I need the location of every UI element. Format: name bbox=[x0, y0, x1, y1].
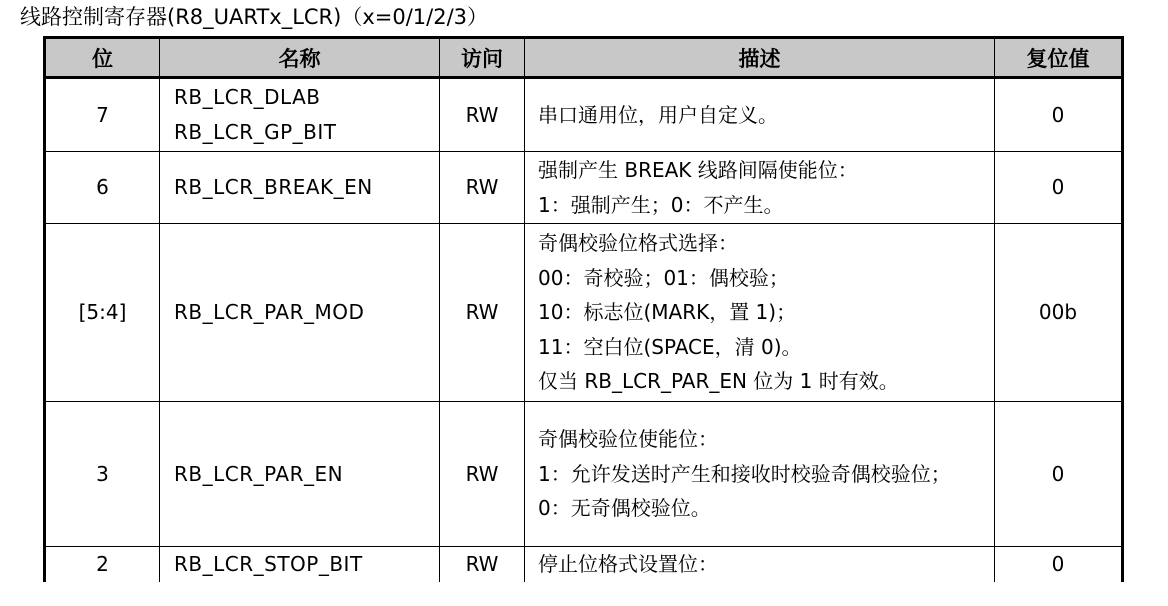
bit-cell: [5:4] bbox=[45, 224, 160, 402]
name-cell bbox=[160, 402, 440, 547]
access-cell: RW bbox=[440, 78, 525, 152]
description-cell bbox=[525, 547, 995, 582]
field-name: RB_LCR_BREAK_EN bbox=[174, 175, 373, 200]
description-line: 奇偶校验位格式选择： bbox=[538, 231, 738, 256]
field-name: RB_LCR_STOP_BIT bbox=[174, 552, 363, 576]
reset-cell: 0 bbox=[995, 78, 1123, 152]
description-line: 00：奇校验；01：偶校验； bbox=[538, 265, 789, 290]
name-cell bbox=[160, 78, 440, 152]
table-row bbox=[45, 402, 1123, 547]
reset-cell: 0 bbox=[995, 547, 1123, 582]
access-cell: RW bbox=[440, 224, 525, 402]
description-line: 串口通用位，用户自定义。 bbox=[538, 102, 778, 127]
description-line: 10：标志位(MARK，置 1)； bbox=[538, 300, 797, 325]
reset-cell: 00b bbox=[995, 224, 1123, 402]
name-cell bbox=[160, 224, 440, 402]
header-description: 描述 bbox=[525, 38, 995, 78]
name-cell bbox=[160, 152, 440, 224]
description-line: 1：强制产生；0：不产生。 bbox=[538, 192, 784, 217]
header-name: 名称 bbox=[160, 38, 440, 78]
access-cell: RW bbox=[440, 152, 525, 224]
table-row bbox=[45, 78, 1123, 152]
access-cell: RW bbox=[440, 402, 525, 547]
register-table bbox=[43, 36, 1124, 582]
description-line: 仅当 RB_LCR_PAR_EN 位为 1 时有效。 bbox=[538, 369, 899, 394]
table-header-row bbox=[45, 38, 1123, 78]
access-cell: RW bbox=[440, 547, 525, 582]
description-line: 停止位格式设置位： bbox=[538, 552, 718, 576]
bit-cell: 3 bbox=[45, 402, 160, 547]
description-cell bbox=[525, 402, 995, 547]
table-row bbox=[45, 224, 1123, 402]
table-row bbox=[45, 152, 1123, 224]
description-line: 0：无奇偶校验位。 bbox=[538, 496, 711, 521]
header-access: 访问 bbox=[440, 38, 525, 78]
field-name: RB_LCR_GP_BIT bbox=[174, 120, 337, 144]
description-cell bbox=[525, 152, 995, 224]
field-name: RB_LCR_DLAB bbox=[174, 85, 321, 110]
description-line: 强制产生 BREAK 线路间隔使能位： bbox=[538, 157, 858, 182]
bit-cell: 6 bbox=[45, 152, 160, 224]
description-line: 1：允许发送时产生和接收时校验奇偶校验位； bbox=[538, 461, 951, 486]
field-name: RB_LCR_PAR_MOD bbox=[174, 300, 365, 325]
reset-cell: 0 bbox=[995, 402, 1123, 547]
name-cell bbox=[160, 547, 440, 582]
description-line: 奇偶校验位使能位： bbox=[538, 427, 718, 452]
table-row bbox=[45, 547, 1123, 582]
reset-cell: 0 bbox=[995, 152, 1123, 224]
description-cell bbox=[525, 224, 995, 402]
description-cell bbox=[525, 78, 995, 152]
bit-cell: 2 bbox=[45, 547, 160, 582]
field-name: RB_LCR_PAR_EN bbox=[174, 461, 344, 486]
description-line: 11：空白位(SPACE，清 0)。 bbox=[538, 334, 802, 359]
register-title: 线路控制寄存器(R8_UARTx_LCR)（x=0/1/2/3） bbox=[20, 5, 489, 29]
header-bit: 位 bbox=[45, 38, 160, 78]
header-reset-value: 复位值 bbox=[995, 38, 1123, 78]
bit-cell: 7 bbox=[45, 78, 160, 152]
